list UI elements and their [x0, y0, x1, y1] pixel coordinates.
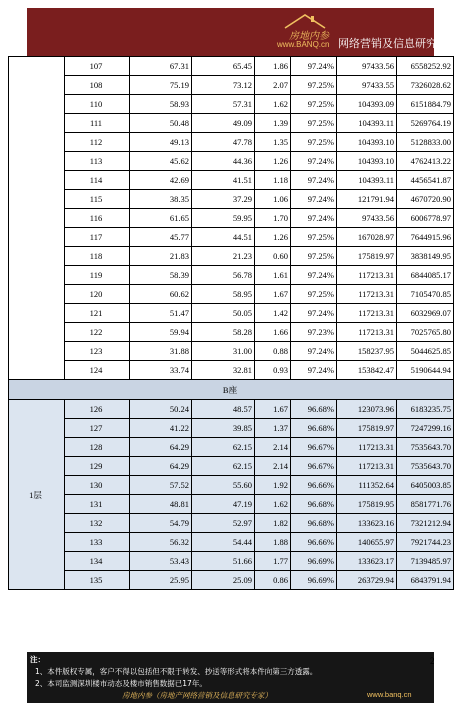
area-a-cell: 54.79	[130, 514, 192, 533]
area-a-cell: 75.19	[130, 76, 192, 95]
unit-price-cell: 97433.56	[337, 57, 397, 76]
unit-price-cell: 133623.17	[337, 552, 397, 571]
total-price-cell: 7326028.62	[397, 76, 454, 95]
area-b-cell: 47.78	[192, 133, 255, 152]
area-a-cell: 50.24	[130, 400, 192, 419]
total-price-cell: 6405003.85	[397, 476, 454, 495]
area-diff-cell: 1.66	[255, 323, 291, 342]
area-diff-cell: 2.07	[255, 76, 291, 95]
table-row	[9, 171, 454, 190]
area-diff-cell: 1.67	[255, 285, 291, 304]
table-row	[9, 457, 454, 476]
room-number-cell: 111	[65, 114, 130, 133]
total-price-cell: 4456541.87	[397, 171, 454, 190]
area-b-cell: 47.19	[192, 495, 255, 514]
unit-price-cell: 175819.97	[337, 247, 397, 266]
table-row	[9, 419, 454, 438]
logo-url: www.BANQ.cn	[277, 40, 330, 49]
total-price-cell: 5128833.00	[397, 133, 454, 152]
room-number-cell: 116	[65, 209, 130, 228]
total-price-cell: 5044625.85	[397, 342, 454, 361]
area-a-cell: 64.29	[130, 438, 192, 457]
total-price-cell: 5269764.19	[397, 114, 454, 133]
area-b-cell: 32.81	[192, 361, 255, 380]
unit-price-cell: 133623.16	[337, 514, 397, 533]
table-body-top	[9, 57, 454, 380]
total-price-cell: 7139485.97	[397, 552, 454, 571]
room-number-cell: 127	[65, 419, 130, 438]
area-diff-cell: 0.88	[255, 342, 291, 361]
table-row	[9, 152, 454, 171]
area-a-cell: 38.35	[130, 190, 192, 209]
ratio-cell: 96.67%	[291, 457, 337, 476]
ratio-cell: 96.68%	[291, 400, 337, 419]
unit-price-cell: 117213.31	[337, 304, 397, 323]
area-diff-cell: 1.39	[255, 114, 291, 133]
area-b-cell: 44.51	[192, 228, 255, 247]
room-number-cell: 129	[65, 457, 130, 476]
total-price-cell: 7247299.16	[397, 419, 454, 438]
unit-price-cell: 167028.97	[337, 228, 397, 247]
area-a-cell: 25.95	[130, 571, 192, 590]
table-row	[9, 552, 454, 571]
total-price-cell: 7025765.80	[397, 323, 454, 342]
room-number-cell: 114	[65, 171, 130, 190]
area-b-cell: 55.60	[192, 476, 255, 495]
area-diff-cell: 1.88	[255, 533, 291, 552]
area-diff-cell: 0.93	[255, 361, 291, 380]
area-diff-cell: 2.14	[255, 438, 291, 457]
unit-price-cell: 117213.31	[337, 457, 397, 476]
total-price-cell: 6151884.79	[397, 95, 454, 114]
area-diff-cell: 1.37	[255, 419, 291, 438]
area-a-cell: 41.22	[130, 419, 192, 438]
logo-text: 房地内参	[289, 31, 329, 42]
unit-price-cell: 140655.97	[337, 533, 397, 552]
area-b-cell: 39.85	[192, 419, 255, 438]
ratio-cell: 97.24%	[291, 266, 337, 285]
ratio-cell: 97.24%	[291, 209, 337, 228]
table-row	[9, 304, 454, 323]
room-number-cell: 123	[65, 342, 130, 361]
area-diff-cell: 0.60	[255, 247, 291, 266]
area-b-cell: 58.28	[192, 323, 255, 342]
unit-price-cell: 121791.94	[337, 190, 397, 209]
table-row	[9, 571, 454, 590]
section-row	[9, 380, 454, 400]
area-diff-cell: 1.06	[255, 190, 291, 209]
ratio-cell: 97.24%	[291, 304, 337, 323]
total-price-cell: 8581771.76	[397, 495, 454, 514]
room-number-cell: 130	[65, 476, 130, 495]
area-a-cell: 50.48	[130, 114, 192, 133]
area-diff-cell: 0.86	[255, 571, 291, 590]
area-diff-cell: 1.86	[255, 57, 291, 76]
area-a-cell: 61.65	[130, 209, 192, 228]
section-header	[9, 380, 454, 400]
ratio-cell: 97.25%	[291, 247, 337, 266]
total-price-cell: 6843791.94	[397, 571, 454, 590]
table-row	[9, 438, 454, 457]
room-number-cell: 108	[65, 76, 130, 95]
area-diff-cell: 1.26	[255, 228, 291, 247]
area-a-cell: 42.69	[130, 171, 192, 190]
area-b-cell: 56.78	[192, 266, 255, 285]
ratio-cell: 97.24%	[291, 152, 337, 171]
area-a-cell: 45.77	[130, 228, 192, 247]
table-row	[9, 400, 454, 419]
area-a-cell: 67.31	[130, 57, 192, 76]
area-diff-cell: 1.92	[255, 476, 291, 495]
area-a-cell: 31.88	[130, 342, 192, 361]
table-row	[9, 266, 454, 285]
area-diff-cell: 1.42	[255, 304, 291, 323]
footer-brand: 房地内参（房地产网络营销及信息研究专家）	[122, 691, 272, 700]
unit-price-cell: 263729.94	[337, 571, 397, 590]
total-price-cell: 6032969.07	[397, 304, 454, 323]
total-price-cell: 7321212.94	[397, 514, 454, 533]
area-b-cell: 31.00	[192, 342, 255, 361]
room-number-cell: 118	[65, 247, 130, 266]
unit-price-cell: 111352.64	[337, 476, 397, 495]
area-diff-cell: 2.14	[255, 457, 291, 476]
room-number-cell: 132	[65, 514, 130, 533]
section-label: B座	[9, 380, 454, 400]
ratio-cell: 97.25%	[291, 95, 337, 114]
area-b-cell: 52.97	[192, 514, 255, 533]
area-diff-cell: 1.70	[255, 209, 291, 228]
area-b-cell: 58.95	[192, 285, 255, 304]
total-price-cell: 7921744.23	[397, 533, 454, 552]
ratio-cell: 96.69%	[291, 552, 337, 571]
area-b-cell: 73.12	[192, 76, 255, 95]
unit-price-cell: 153842.47	[337, 361, 397, 380]
area-diff-cell: 1.67	[255, 400, 291, 419]
area-b-cell: 25.09	[192, 571, 255, 590]
area-diff-cell: 1.26	[255, 152, 291, 171]
unit-price-cell: 104393.10	[337, 133, 397, 152]
area-b-cell: 65.45	[192, 57, 255, 76]
area-a-cell: 59.94	[130, 323, 192, 342]
table-row	[9, 476, 454, 495]
table-row	[9, 95, 454, 114]
table-row	[9, 323, 454, 342]
unit-price-cell: 104393.11	[337, 114, 397, 133]
area-a-cell: 57.52	[130, 476, 192, 495]
total-price-cell: 6844085.17	[397, 266, 454, 285]
table-row	[9, 228, 454, 247]
ratio-cell: 96.66%	[291, 476, 337, 495]
table-row	[9, 190, 454, 209]
ratio-cell: 97.25%	[291, 228, 337, 247]
table-row	[9, 514, 454, 533]
area-diff-cell: 1.62	[255, 95, 291, 114]
area-b-cell: 44.36	[192, 152, 255, 171]
room-number-cell: 131	[65, 495, 130, 514]
room-number-cell: 107	[65, 57, 130, 76]
area-a-cell: 21.83	[130, 247, 192, 266]
table-row	[9, 533, 454, 552]
unit-price-cell: 104393.10	[337, 152, 397, 171]
room-number-cell: 112	[65, 133, 130, 152]
area-b-cell: 37.29	[192, 190, 255, 209]
area-diff-cell: 1.77	[255, 552, 291, 571]
total-price-cell: 5190644.94	[397, 361, 454, 380]
total-price-cell: 7644915.96	[397, 228, 454, 247]
brand-logo	[277, 13, 337, 49]
room-number-cell: 124	[65, 361, 130, 380]
area-a-cell: 53.43	[130, 552, 192, 571]
unit-price-cell: 175819.95	[337, 495, 397, 514]
table-row	[9, 247, 454, 266]
table-row	[9, 57, 454, 76]
room-number-cell: 122	[65, 323, 130, 342]
unit-price-cell: 117213.31	[337, 266, 397, 285]
ratio-cell: 97.24%	[291, 171, 337, 190]
total-price-cell: 4762413.22	[397, 152, 454, 171]
area-b-cell: 41.51	[192, 171, 255, 190]
unit-price-cell: 123073.96	[337, 400, 397, 419]
room-number-cell: 128	[65, 438, 130, 457]
ratio-cell: 97.25%	[291, 114, 337, 133]
room-number-cell: 133	[65, 533, 130, 552]
ratio-cell: 97.25%	[291, 133, 337, 152]
area-a-cell: 49.13	[130, 133, 192, 152]
unit-price-cell: 104393.09	[337, 95, 397, 114]
area-diff-cell: 1.35	[255, 133, 291, 152]
area-b-cell: 57.31	[192, 95, 255, 114]
total-price-cell: 7105470.85	[397, 285, 454, 304]
area-b-cell: 54.44	[192, 533, 255, 552]
area-a-cell: 33.74	[130, 361, 192, 380]
area-a-cell: 51.47	[130, 304, 192, 323]
ratio-cell: 97.25%	[291, 285, 337, 304]
room-number-cell: 110	[65, 95, 130, 114]
total-price-cell: 6558252.92	[397, 57, 454, 76]
room-number-cell: 120	[65, 285, 130, 304]
room-number-cell: 121	[65, 304, 130, 323]
header-title: 网络营销及信息研究专家	[338, 37, 459, 50]
note-item-2: 2、本司监测深圳楼市动态及楼市销售数据已17年。	[35, 679, 207, 688]
ratio-cell: 96.68%	[291, 419, 337, 438]
unit-price-cell: 117213.31	[337, 285, 397, 304]
area-diff-cell: 1.62	[255, 495, 291, 514]
room-number-cell: 119	[65, 266, 130, 285]
header-banner	[27, 8, 459, 56]
ratio-cell: 96.66%	[291, 533, 337, 552]
table-row	[9, 342, 454, 361]
room-number-cell: 134	[65, 552, 130, 571]
unit-price-cell: 97433.56	[337, 209, 397, 228]
total-price-cell: 7535643.70	[397, 438, 454, 457]
area-b-cell: 62.15	[192, 438, 255, 457]
total-price-cell: 7535643.70	[397, 457, 454, 476]
table-row	[9, 133, 454, 152]
unit-price-cell: 97433.55	[337, 76, 397, 95]
ratio-cell: 97.24%	[291, 57, 337, 76]
area-a-cell: 48.81	[130, 495, 192, 514]
room-number-cell: 117	[65, 228, 130, 247]
table-row	[9, 495, 454, 514]
room-number-cell: 126	[65, 400, 130, 419]
area-a-cell: 58.93	[130, 95, 192, 114]
ratio-cell: 96.67%	[291, 438, 337, 457]
area-a-cell: 60.62	[130, 285, 192, 304]
total-price-cell: 3838149.95	[397, 247, 454, 266]
ratio-cell: 96.68%	[291, 514, 337, 533]
unit-price-cell: 104393.11	[337, 171, 397, 190]
unit-price-cell: 175819.97	[337, 419, 397, 438]
unit-price-cell: 158237.95	[337, 342, 397, 361]
area-b-cell: 50.05	[192, 304, 255, 323]
area-diff-cell: 1.18	[255, 171, 291, 190]
total-price-cell: 6006778.97	[397, 209, 454, 228]
area-b-cell: 21.23	[192, 247, 255, 266]
page-number: 2	[430, 656, 435, 666]
area-a-cell: 45.62	[130, 152, 192, 171]
ratio-cell: 97.23%	[291, 323, 337, 342]
floor-cell	[9, 57, 65, 380]
floor-label: 1层	[9, 400, 65, 590]
table-row	[9, 361, 454, 380]
ratio-cell: 97.24%	[291, 190, 337, 209]
ratio-cell: 97.24%	[291, 342, 337, 361]
room-number-cell: 115	[65, 190, 130, 209]
total-price-cell: 4670720.90	[397, 190, 454, 209]
ratio-cell: 97.24%	[291, 361, 337, 380]
area-b-cell: 62.15	[192, 457, 255, 476]
area-a-cell: 56.32	[130, 533, 192, 552]
area-diff-cell: 1.82	[255, 514, 291, 533]
area-b-cell: 48.57	[192, 400, 255, 419]
table-row	[9, 114, 454, 133]
footer-url: www.banq.cn	[367, 690, 412, 699]
area-b-cell: 51.66	[192, 552, 255, 571]
area-a-cell: 64.29	[130, 457, 192, 476]
ratio-cell: 96.68%	[291, 495, 337, 514]
area-diff-cell: 1.61	[255, 266, 291, 285]
footer-bar	[27, 652, 434, 703]
table-body-b	[9, 400, 454, 590]
room-number-cell: 113	[65, 152, 130, 171]
room-number-cell: 135	[65, 571, 130, 590]
area-a-cell: 58.39	[130, 266, 192, 285]
unit-price-cell: 117213.31	[337, 438, 397, 457]
total-price-cell: 6183235.75	[397, 400, 454, 419]
ratio-cell: 96.69%	[291, 571, 337, 590]
area-b-cell: 59.95	[192, 209, 255, 228]
table-row	[9, 76, 454, 95]
unit-price-cell: 117213.31	[337, 323, 397, 342]
table-row	[9, 285, 454, 304]
area-b-cell: 49.09	[192, 114, 255, 133]
table-row	[9, 209, 454, 228]
sales-table	[8, 56, 454, 590]
note-item-1: 1、本件版权专属，客户不得以包括但不限于转发、抄送等形式将本件向第三方透露。	[35, 667, 318, 676]
ratio-cell: 97.25%	[291, 76, 337, 95]
note-heading: 注：	[30, 655, 45, 664]
